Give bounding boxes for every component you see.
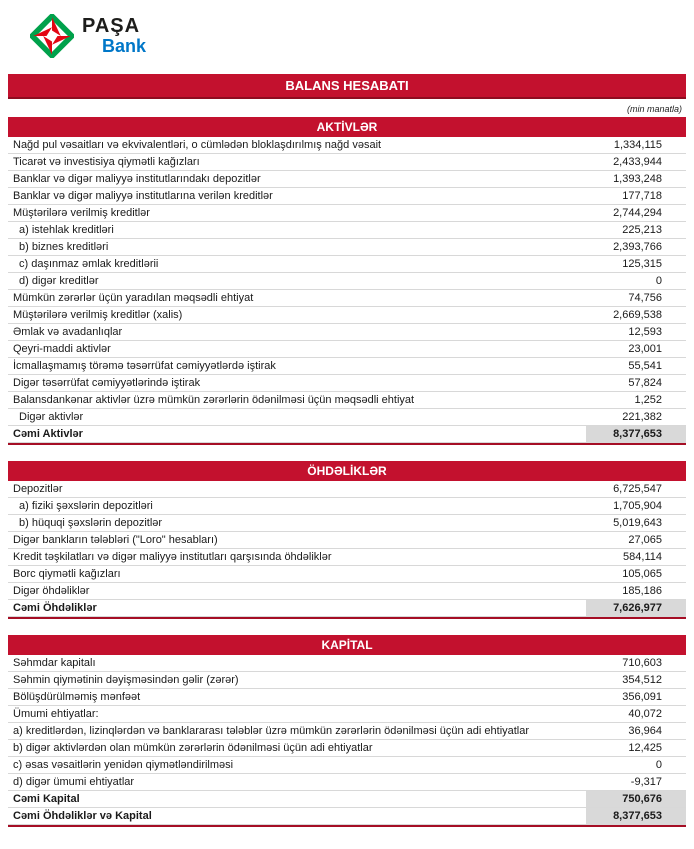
section-rows: [8, 655, 686, 825]
table-row: [8, 808, 686, 825]
table-row: [8, 655, 686, 672]
table-row: [8, 532, 686, 549]
row-label: Banklar və digər maliyyə institutlarına verilən kreditlər: [13, 190, 273, 202]
row-label: Banklar və digər maliyyə institutlarındakı depozitlər: [13, 173, 261, 185]
row-label: Cəmi Aktivlər: [13, 428, 83, 440]
row-label: b) biznes kreditləri: [19, 241, 109, 253]
row-value: 40,072: [628, 708, 662, 720]
balance-section: [8, 461, 686, 619]
row-value: 1,334,115: [613, 139, 662, 151]
row-label: Digər aktivlər: [19, 411, 84, 423]
bank-name-line2: Bank: [102, 36, 147, 56]
row-label: Depozitlər: [13, 483, 63, 495]
row-value: 74,756: [628, 292, 662, 304]
table-row: [8, 222, 686, 239]
row-label: Səhmin qiymətinin dəyişməsindən gəlir (zərər): [13, 674, 239, 686]
section-header: AKTİVLƏR: [8, 117, 686, 137]
row-label: Digər təsərrüfat cəmiyyətlərində iştirak: [13, 377, 201, 389]
table-row: [8, 481, 686, 498]
row-value: 12,593: [628, 326, 662, 338]
balance-section: [8, 635, 686, 827]
row-value: 12,425: [628, 742, 662, 754]
row-label: Cəmi Kapital: [13, 793, 80, 805]
row-value: 2,744,294: [613, 207, 662, 219]
row-value: 584,114: [623, 551, 662, 563]
row-label: c) daşınmaz əmlak kreditlərii: [19, 258, 159, 270]
row-value: 1,393,248: [613, 173, 662, 185]
row-label: Nağd pul vəsaitları və ekvivalentləri, o cümlədən bloklaşdırılmış nağd vəsait: [13, 139, 382, 151]
row-label: d) digər kreditlər: [19, 275, 99, 287]
table-row: [8, 154, 686, 171]
row-value: 7,626,977: [586, 600, 686, 616]
row-value: 5,019,643: [613, 517, 662, 529]
row-label: Ticarət və investisiya qiymətli kağızları: [13, 156, 200, 168]
table-row: [8, 290, 686, 307]
table-row: [8, 358, 686, 375]
table-row: [8, 426, 686, 443]
table-row: [8, 307, 686, 324]
row-label: Əmlak və avadanlıqlar: [13, 326, 123, 338]
table-row: [8, 375, 686, 392]
row-value: 225,213: [622, 224, 662, 236]
row-label: Qeyri-maddi aktivlər: [13, 343, 111, 355]
row-value: 8,377,653: [586, 426, 686, 442]
table-row: [8, 791, 686, 808]
section-header: ÖHDƏLİKLƏR: [8, 461, 686, 481]
row-label: d) digər ümumi ehtiyatlar: [13, 776, 135, 788]
table-row: [8, 205, 686, 222]
row-value: 177,718: [622, 190, 662, 202]
row-label: Müştərilərə verilmiş kreditlər: [13, 207, 150, 219]
row-label: Balansdankənar aktivlər üzrə mümkün zərərlərin ödənilməsi üçün məqsədli ehtiyat: [13, 394, 415, 406]
row-value: 55,541: [628, 360, 662, 372]
row-value: 1,705,904: [613, 500, 662, 512]
row-label: a) kreditlərdən, lizinqlərdən və banklararası tələblər üzrə mümkün zərərlərin ödənilməsi üçün adi ehtiyatlar: [13, 725, 530, 737]
row-label: c) əsas vəsaitlərin yenidən qiymətləndirilməsi: [13, 759, 234, 771]
table-row: [8, 689, 686, 706]
row-value: 710,603: [622, 657, 662, 669]
row-label: Ümumi ehtiyatlar:: [13, 708, 99, 720]
table-row: [8, 137, 686, 154]
row-label: Cəmi Öhdəliklər: [13, 602, 97, 614]
table-row: [8, 757, 686, 774]
row-label: b) digər aktivlərdən olan mümkün zərərlərin ödənilməsi üçün adi ehtiyatlar: [13, 742, 373, 754]
row-label: a) istehlak kreditləri: [19, 224, 114, 236]
row-label: Cəmi Öhdəliklər və Kapital: [13, 810, 152, 822]
row-value: 750,676: [586, 791, 686, 807]
table-row: [8, 600, 686, 617]
row-label: Digər bankların tələbləri ("Loro" hesabları): [13, 534, 218, 546]
table-row: [8, 239, 686, 256]
row-value: 0: [655, 759, 662, 771]
table-row: [8, 409, 686, 426]
row-value: 1,252: [634, 394, 662, 406]
row-label: Borc qiymətli kağızları: [13, 568, 121, 580]
table-row: [8, 341, 686, 358]
bank-logo-text: [82, 16, 146, 56]
table-row: [8, 583, 686, 600]
table-row: [8, 723, 686, 740]
row-value: 8,377,653: [586, 808, 686, 824]
row-label: Səhmdar kapitalı: [13, 657, 96, 669]
row-label: Kredit təşkilatları və digər maliyyə institutları qarşısında öhdəliklər: [13, 551, 332, 563]
table-row: [8, 515, 686, 532]
table-row: [8, 549, 686, 566]
table-row: [8, 740, 686, 757]
row-value: -9,317: [630, 776, 662, 788]
section-rows: [8, 481, 686, 617]
section-rows: [8, 137, 686, 443]
row-value: 23,001: [628, 343, 662, 355]
table-row: [8, 774, 686, 791]
row-value: 27,065: [628, 534, 662, 546]
row-value: 221,382: [622, 411, 662, 423]
row-value: 6,725,547: [613, 483, 662, 495]
row-value: 2,393,766: [613, 241, 662, 253]
row-label: Digər öhdəliklər: [13, 585, 90, 597]
bank-name-line1: PAŞA: [82, 15, 141, 37]
pasha-bank-logo-icon: [30, 14, 74, 58]
row-value: 354,512: [622, 674, 662, 686]
row-label: b) hüquqi şəxslərin depozitlər: [19, 517, 163, 529]
balance-sections: [8, 117, 686, 827]
table-row: [8, 566, 686, 583]
table-row: [8, 672, 686, 689]
table-row: [8, 324, 686, 341]
table-row: [8, 171, 686, 188]
table-row: [8, 188, 686, 205]
row-label: Bölüşdürülməmiş mənfəət: [13, 691, 141, 703]
row-label: İcmallaşmamış törəmə təsərrüfat cəmiyyətlərdə iştirak: [13, 360, 276, 372]
row-label: Mümkün zərərlər üçün yaradılan məqsədli ehtiyat: [13, 292, 254, 304]
table-row: [8, 706, 686, 723]
unit-note: (min manatla): [626, 104, 682, 114]
row-label: a) fiziki şəxslərin depozitləri: [19, 500, 153, 512]
row-value: 105,065: [622, 568, 662, 580]
table-row: [8, 256, 686, 273]
row-value: 2,669,538: [613, 309, 662, 321]
balance-section: [8, 117, 686, 445]
row-value: 2,433,944: [613, 156, 662, 168]
row-value: 185,186: [622, 585, 662, 597]
table-row: [8, 392, 686, 409]
row-value: 125,315: [622, 258, 662, 270]
section-header: KAPİTAL: [8, 635, 686, 655]
row-value: 0: [655, 275, 662, 287]
table-row: [8, 498, 686, 515]
row-value: 356,091: [622, 691, 662, 703]
bank-logo: [30, 12, 686, 64]
report-title: BALANS HESABATI: [8, 74, 686, 99]
row-label: Müştərilərə verilmiş kreditlər (xalis): [13, 309, 183, 321]
table-row: [8, 273, 686, 290]
row-value: 36,964: [628, 725, 662, 737]
row-value: 57,824: [628, 377, 662, 389]
